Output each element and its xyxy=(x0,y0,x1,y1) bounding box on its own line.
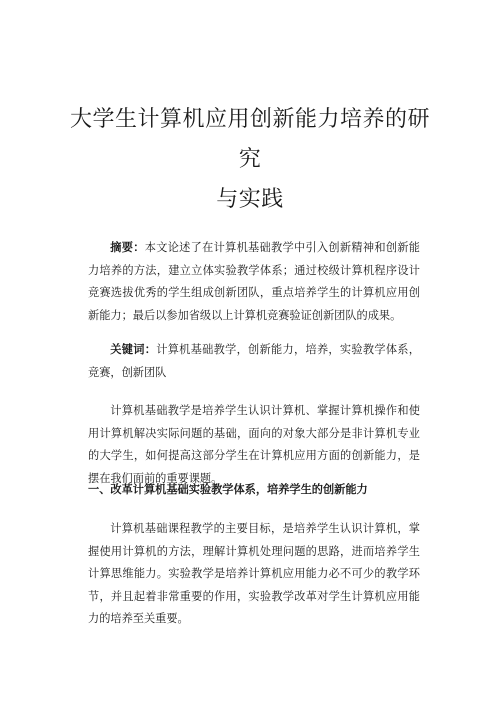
document-title xyxy=(60,100,440,220)
abstract-paragraph xyxy=(88,236,420,327)
intro-paragraph xyxy=(88,400,420,490)
intro-text: 计算机基础教学是培养学生认识计算机、掌握计算机操作和使用计算机解决实际问题的基础，面向的对象大部分是非计算机专业的大学生，如何提高这部分学生在计算机应用方面的创新能力，是摆在我们面前的重要课题。 xyxy=(88,404,420,485)
keywords-paragraph xyxy=(88,338,420,384)
title-line-2: 与实践 xyxy=(216,187,284,212)
title-line-1: 大学生计算机应用创新能力培养的研究 xyxy=(69,107,430,172)
section-body-text: 计算机基础课程教学的主要目标，是培养学生认识计算机，掌握使用计算机的方法，理解计算机处理问题的思路，进而培养学生计算思维能力。实验教学是培养计算机应用能力必不可少的教学环节，并且起着非常重要的作用，实验教学改革对学生计算机应用能力的培养至关重要。 xyxy=(88,522,420,625)
section-heading: 一、改革计算机基础实验教学体系，培养学生的创新能力 xyxy=(88,482,368,496)
keywords-label: 关键词： xyxy=(110,342,157,356)
abstract-label: 摘要： xyxy=(110,240,145,254)
section-body-paragraph xyxy=(88,518,420,631)
keywords-text: 计算机基础教学，创新能力，培养，实验教学体系，竞赛，创新团队 xyxy=(88,343,420,379)
abstract-text: 本文论述了在计算机基础教学中引入创新精神和创新能力培养的方法，建立立体实验教学体系；通过校级计算机程序设计竞赛选拔优秀的学生组成创新团队，重点培养学生的计算机应用创新能力；最后以参加省级以上计算机竞赛验证创新团队的成果。 xyxy=(88,241,420,322)
